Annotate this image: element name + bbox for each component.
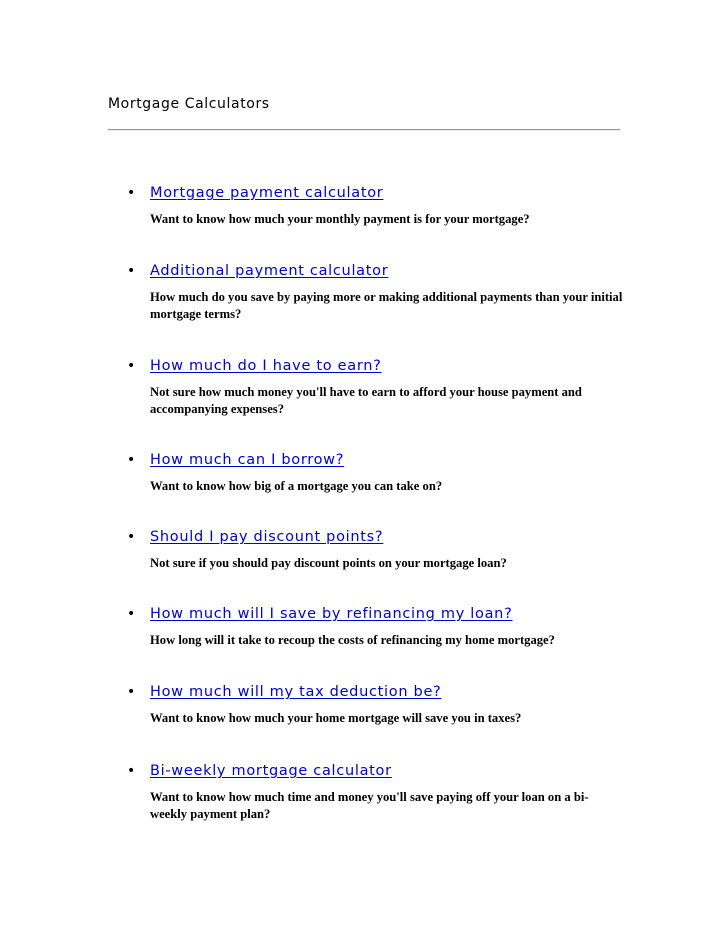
page-title: Mortgage Calculators bbox=[108, 96, 270, 112]
calculator-description: Not sure how much money you'll have to earn to afford your house payment and accompanying expenses? bbox=[150, 385, 582, 416]
bullet-icon: • bbox=[127, 684, 136, 700]
bullet-icon: • bbox=[127, 529, 136, 545]
mortgage-payment-calculator-link[interactable]: Mortgage payment calculator bbox=[150, 185, 384, 201]
bullet-icon: • bbox=[127, 763, 136, 779]
calculator-description: Not sure if you should pay discount points on your mortgage loan? bbox=[150, 556, 507, 570]
calculator-description: Want to know how much your home mortgage will save you in taxes? bbox=[150, 711, 522, 725]
refinancing-savings-link[interactable]: How much will I save by refinancing my loan? bbox=[150, 606, 513, 622]
bullet-icon: • bbox=[127, 452, 136, 468]
bullet-icon: • bbox=[127, 185, 136, 201]
horizontal-rule bbox=[108, 129, 620, 131]
how-much-earn-link[interactable]: How much do I have to earn? bbox=[150, 358, 382, 374]
bullet-icon: • bbox=[127, 358, 136, 374]
how-much-borrow-link[interactable]: How much can I borrow? bbox=[150, 452, 345, 468]
calculator-description: Want to know how much your monthly payment is for your mortgage? bbox=[150, 212, 530, 226]
tax-deduction-link[interactable]: How much will my tax deduction be? bbox=[150, 684, 442, 700]
bullet-icon: • bbox=[127, 606, 136, 622]
additional-payment-calculator-link[interactable]: Additional payment calculator bbox=[150, 263, 389, 279]
bi-weekly-calculator-link[interactable]: Bi-weekly mortgage calculator bbox=[150, 763, 392, 779]
calculator-description: Want to know how much time and money you'll save paying off your loan on a bi-weekly payment plan? bbox=[150, 790, 589, 821]
calculator-description: How long will it take to recoup the costs of refinancing my home mortgage? bbox=[150, 633, 555, 647]
discount-points-link[interactable]: Should I pay discount points? bbox=[150, 529, 384, 545]
calculator-description: How much do you save by paying more or making additional payments than your initial mortgage terms? bbox=[150, 290, 623, 321]
bullet-icon: • bbox=[127, 263, 136, 279]
calculator-description: Want to know how big of a mortgage you can take on? bbox=[150, 479, 443, 493]
